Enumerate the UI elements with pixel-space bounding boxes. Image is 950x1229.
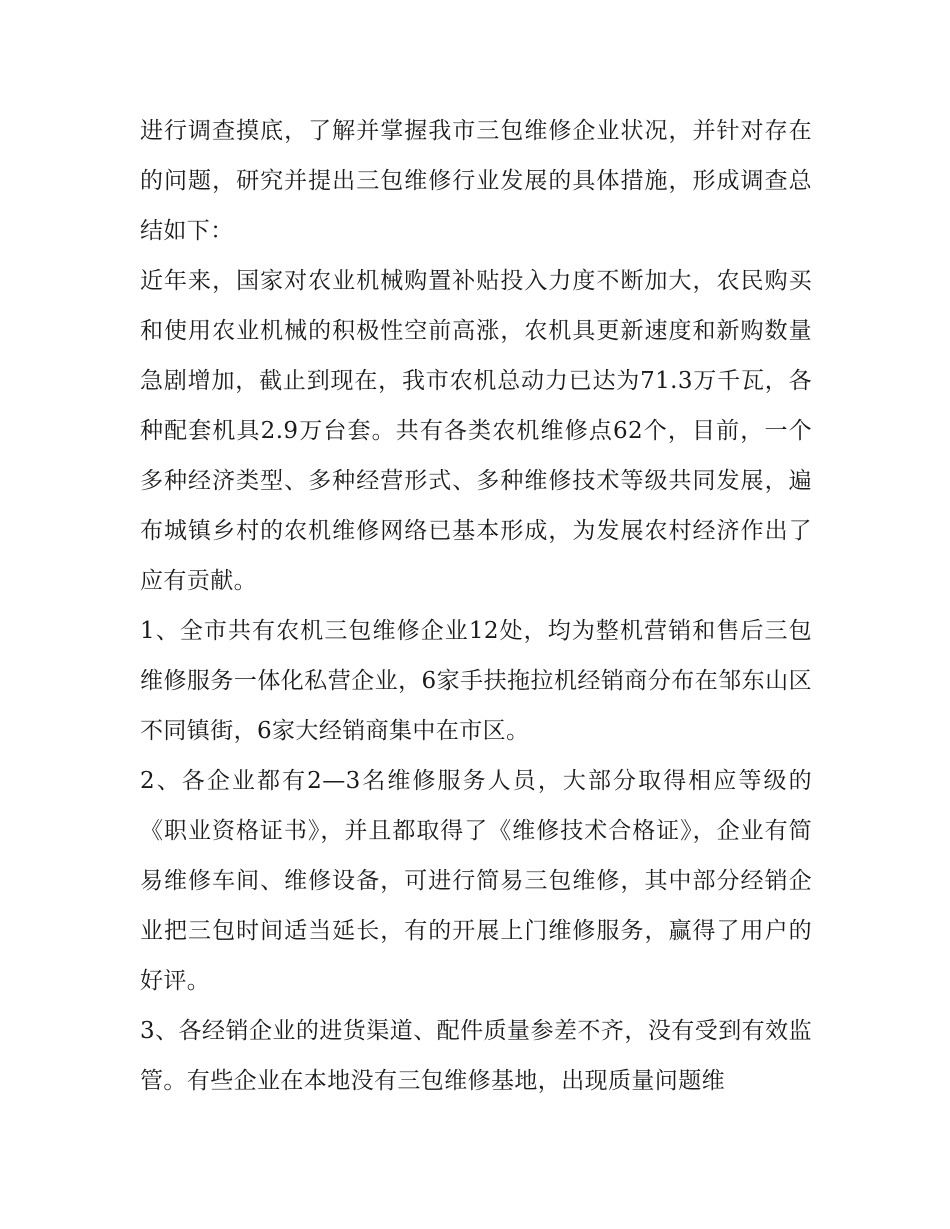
- paragraph-background: 近年来，国家对农业机械购置补贴投入力度不断加大，农民购买和使用农业机械的积极性空前高涨，农机具更新速度和新购数量急剧增加，截止到现在，我市农机总动力已达为71.3万千瓦，各种配套机具2.9万台套。共有各类农机维修点62个，目前，一个多种经济类型、多种经营形式、多种维修技术等级共同发展，遍布城镇乡村的农机维修网络已基本形成，为发展农村经济作出了应有贡献。: [140, 268, 812, 594]
- document-body: [140, 106, 812, 1106]
- paragraph-survey-intro: 进行调查摸底，了解并掌握我市三包维修企业状况，并针对存在的问题，研究并提出三包维修行业发展的具体措施，形成调查总结如下：: [140, 118, 812, 244]
- paragraph-point-1: 1、全市共有农机三包维修企业12处，均为整机营销和售后三包维修服务一体化私营企业，6家手扶拖拉机经销商分布在邹东山区不同镇街，6家大经销商集中在市区。: [140, 618, 812, 744]
- paragraph-point-3: 3、各经销企业的进货渠道、配件质量参差不齐，没有受到有效监管。有些企业在本地没有三包维修基地，出现质量问题维: [140, 1018, 812, 1094]
- paragraph-point-2: 2、各企业都有2—3名维修服务人员，大部分取得相应等级的《职业资格证书》，并且都取得了《维修技术合格证》，企业有简易维修车间、维修设备，可进行简易三包维修，其中部分经销企业把三包时间适当延长，有的开展上门维修服务，赢得了用户的好评。: [140, 768, 812, 994]
